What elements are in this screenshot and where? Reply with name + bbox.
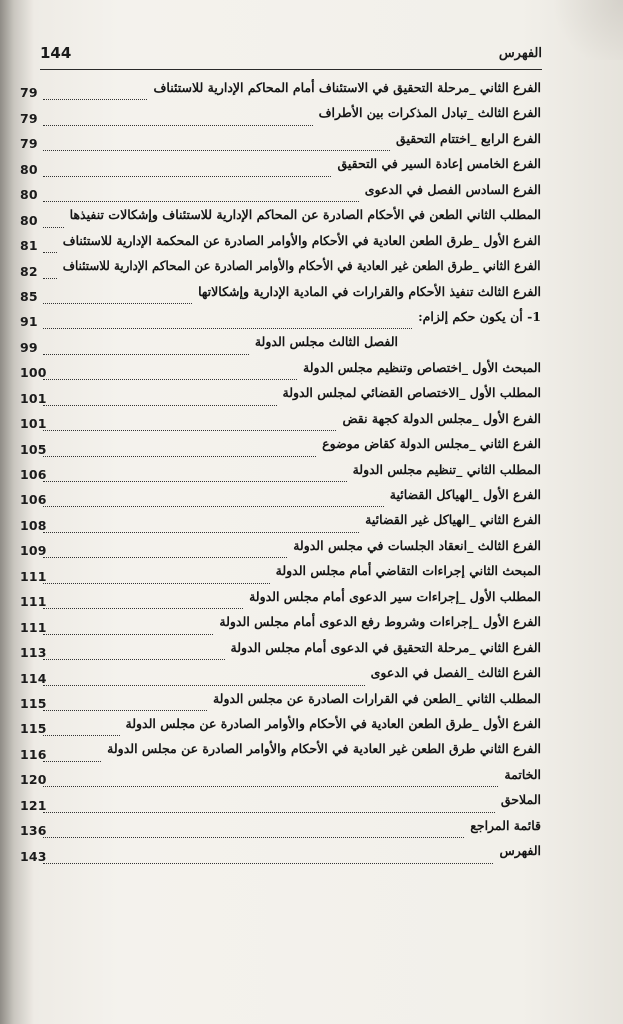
toc-entry-title: 1- أن يكون حكم إلزام: <box>418 308 541 324</box>
toc-entry-title: الفصل الثالث مجلس الدولة <box>254 334 398 350</box>
toc-leader-dots <box>43 379 297 380</box>
toc-leader-dots <box>43 227 64 228</box>
toc-entry-title: الفرع الثاني _مرحلة التحقيق في الدعوى أمام مجلس الدولة <box>230 639 541 655</box>
toc-entry <box>0 765 623 790</box>
toc-entry-title: الفرع الرابع _اختتام التحقيق <box>396 130 541 146</box>
toc-leader-dots <box>43 201 359 202</box>
toc-page-number: 79 <box>20 136 38 152</box>
toc-entry <box>0 689 623 714</box>
toc-entry-title: الفهرس <box>499 843 541 859</box>
toc-page-number: 115 <box>20 721 47 737</box>
toc-leader-dots <box>43 659 225 660</box>
toc-entry-title: الفرع الأول _طرق الطعن العادية في الأحكام والأوامر الصادرة عن مجلس الدولة <box>125 715 541 731</box>
toc-entry-title: المطلب الثاني _الطعن في القرارات الصادرة عن مجلس الدولة <box>212 690 541 706</box>
toc-entry-title: الفرع السادس الفصل في الدعوى <box>364 181 541 197</box>
toc-entry-title: الفرع الثالث تنفيذ الأحكام والقرارات في المادية الإدارية وإشكالاتها <box>198 283 541 299</box>
toc-leader-dots <box>43 99 147 100</box>
toc-page-number: 80 <box>20 161 38 177</box>
toc-entry <box>0 714 623 739</box>
toc-leader-dots <box>43 685 365 686</box>
toc-page-number: 79 <box>20 110 38 126</box>
toc-page-number: 101 <box>20 416 47 432</box>
toc-entry <box>0 612 623 637</box>
toc-page-number: 80 <box>20 187 38 203</box>
toc-entry <box>0 638 623 663</box>
toc-entry-title: الفرع الثالث _تبادل المذكرات بين الأطراف <box>318 105 541 121</box>
toc-entry-title: الفرع الثاني _مجلس الدولة كقاض موضوع <box>322 436 541 452</box>
toc-leader-dots <box>43 278 57 279</box>
toc-entry-title: الفرع الثاني _طرق الطعن غير العادية في الأحكام والأوامر الصادرة عن المحاكم الإدارية للاستئناف <box>63 258 541 274</box>
toc-leader-dots <box>43 812 495 813</box>
page-number: 144 <box>40 44 72 62</box>
toc-leader-dots <box>43 125 313 126</box>
toc-entry <box>0 103 623 128</box>
toc-page-number: 111 <box>20 594 47 610</box>
toc-page-number: 108 <box>20 517 47 533</box>
toc-page-number: 99 <box>20 339 38 355</box>
toc-entry-title: الفرع الثاني _الهياكل غير القضائية <box>365 512 541 528</box>
toc-leader-dots <box>43 354 249 355</box>
toc-entry <box>0 841 623 866</box>
toc-entry-title: المبحث الثاني إجراءات التقاضي أمام مجلس الدولة <box>275 563 541 579</box>
toc-leader-dots <box>43 481 347 482</box>
toc-entry <box>0 180 623 205</box>
toc-entry-title: الفرع الثالث _انعقاد الجلسات في مجلس الدولة <box>293 537 541 553</box>
toc-leader-dots <box>43 405 277 406</box>
toc-entry-title: الفرع الثاني _مرحلة التحقيق في الاستئناف أمام المحاكم الإدارية للاستئناف <box>153 80 541 95</box>
toc-entry <box>0 205 623 230</box>
toc-entry-title: الفرع الأول _مجلس الدولة كجهة نقض <box>342 410 541 426</box>
toc-entry <box>0 739 623 764</box>
toc-entry <box>0 587 623 612</box>
header-divider <box>40 69 542 70</box>
toc-entry-title: الفرع الأول _طرق الطعن العادية في الأحكام والأوامر الصادرة عن المحكمة الإدارية للاستئناف <box>63 232 541 248</box>
toc-entry <box>0 231 623 256</box>
toc-page-number: 111 <box>20 619 47 635</box>
toc-leader-dots <box>43 863 493 864</box>
toc-page-number: 109 <box>20 543 47 559</box>
toc-entry <box>0 485 623 510</box>
toc-leader-dots <box>43 608 243 609</box>
toc-entry <box>0 129 623 154</box>
page-header <box>40 44 542 66</box>
toc-leader-dots <box>43 837 464 838</box>
toc-entry <box>0 409 623 434</box>
toc-entry-title: الفرع الثالث _الفصل في الدعوى <box>370 665 541 681</box>
toc-page-number: 116 <box>20 746 47 762</box>
toc-page-number: 111 <box>20 568 47 584</box>
toc-page-number: 101 <box>20 390 47 406</box>
toc-entry <box>0 460 623 485</box>
header-title: الفهرس <box>498 46 542 61</box>
toc-entry <box>0 383 623 408</box>
toc-entry-title: المطلب الثاني _تنظيم مجلس الدولة <box>352 461 541 477</box>
toc-entry-title: الفرع الأول _الهياكل القضائية <box>389 487 541 502</box>
toc-page-number: 81 <box>20 238 38 254</box>
toc-page-number: 85 <box>20 288 38 304</box>
toc-leader-dots <box>43 506 384 507</box>
toc-entry <box>0 663 623 688</box>
toc-entry-title: المطلب الثاني الطعن في الأحكام الصادرة عن المحاكم الإدارية للاستئناف وإشكالات تنفيذها <box>69 207 541 223</box>
toc-leader-dots <box>43 735 120 736</box>
toc-leader-dots <box>43 430 336 431</box>
toc-entry <box>0 816 623 841</box>
page-shadow <box>543 0 623 60</box>
toc-page-number: 80 <box>20 212 38 228</box>
toc-leader-dots <box>43 634 213 635</box>
toc-entry-title: المطلب الأول _الاختصاص القضائي لمجلس الدولة <box>282 385 541 401</box>
toc-entry <box>0 790 623 815</box>
toc-entry-title: الفرع الخامس إعادة السير في التحقيق <box>337 156 541 172</box>
toc-page-number: 143 <box>20 848 47 864</box>
toc-leader-dots <box>43 303 192 304</box>
toc-page-number: 113 <box>20 645 47 661</box>
toc-leader-dots <box>43 328 412 329</box>
toc-entry-title: الملاحق <box>500 792 541 808</box>
toc-page-number: 136 <box>20 823 47 839</box>
toc-leader-dots <box>43 557 287 558</box>
toc-page-number: 79 <box>20 85 38 101</box>
toc-entry <box>0 510 623 535</box>
toc-leader-dots <box>43 710 207 711</box>
toc-leader-dots <box>43 252 57 253</box>
table-of-contents <box>0 78 623 867</box>
toc-page-number: 120 <box>20 772 47 788</box>
toc-leader-dots <box>43 150 390 151</box>
toc-page-number: 91 <box>20 314 38 330</box>
toc-entry <box>0 434 623 459</box>
toc-entry <box>0 154 623 179</box>
toc-entry-title: قائمة المراجع <box>470 817 541 833</box>
toc-entry-title: المطلب الأول _إجراءات سير الدعوى أمام مجلس الدولة <box>249 588 541 604</box>
toc-leader-dots <box>43 761 101 762</box>
toc-page-number: 82 <box>20 263 38 279</box>
toc-entry-title: الفرع الثاني طرق الطعن غير العادية في الأحكام والأوامر الصادرة عن مجلس الدولة <box>107 741 541 757</box>
toc-page-number: 105 <box>20 441 47 457</box>
toc-leader-dots <box>43 456 316 457</box>
toc-leader-dots <box>43 583 270 584</box>
toc-leader-dots <box>43 532 359 533</box>
toc-entry <box>0 307 623 332</box>
toc-entry <box>0 256 623 281</box>
toc-leader-dots <box>43 786 498 787</box>
toc-entry <box>0 332 623 357</box>
toc-entry <box>0 536 623 561</box>
toc-entry <box>0 358 623 383</box>
toc-page-number: 100 <box>20 365 47 381</box>
toc-page-number: 106 <box>20 467 47 482</box>
toc-page-number: 106 <box>20 492 47 508</box>
toc-page-number: 115 <box>20 695 47 711</box>
toc-entry <box>0 78 623 103</box>
toc-page-number: 114 <box>20 670 47 686</box>
toc-entry-title: الفرع الأول _إجراءات وشروط رفع الدعوى أمام مجلس الدولة <box>219 614 541 630</box>
toc-entry <box>0 282 623 307</box>
toc-entry-title: المبحث الأول _اختصاص وتنظيم مجلس الدولة <box>303 359 541 375</box>
toc-page-number: 121 <box>20 797 47 813</box>
toc-entry-title: الخاتمة <box>504 766 541 782</box>
toc-entry <box>0 561 623 586</box>
toc-leader-dots <box>43 176 331 177</box>
